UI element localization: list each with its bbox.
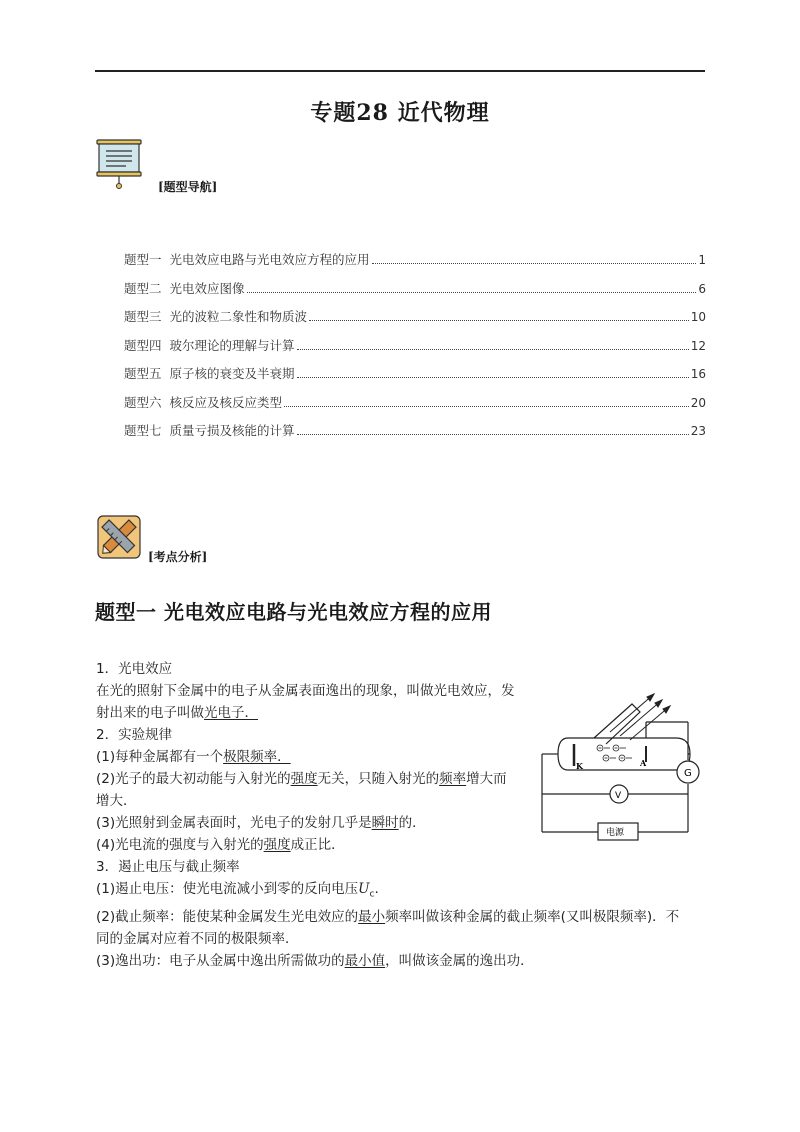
- content-body: 1．光电效应 在光的照射下金属中的电子从金属表面逸出的现象，叫做光电效应，发 射出来的电子叫做光电子． 2．实验规律 (1)每种金属都有一个极限频率． (2)光子的最大初动能与入射光的强度无关，只随入射光的频率增大而 增大． (3)光照射到金属表面时，光电子的发射几乎是瞬时的． (4)光电流的强度与入射光的强度成正比． 3．遏止电压与截止频率 (1)遏止电压：使光电流减小到零的反向电压$U_c$. (2)截止频率：能使某种金属发生光电效应的最小频率叫做该种金属的截止频率(又叫极限频率)．不 同的金属对应着不同的极限频率． (3)逸出功：电子从金属中逸出所需做功的最小值，叫做该金属的逸出功．: [96, 658, 706, 972]
- toc-row[interactable]: 题型五 原子核的衰变及半衰期 16: [124, 366, 706, 381]
- sub-heading: 3．遏止电压与截止频率: [96, 859, 240, 875]
- pencil-ruler-icon: [96, 514, 142, 560]
- sub-heading: 1．光电效应: [96, 661, 173, 677]
- cathode-label: K: [576, 761, 583, 771]
- toc-row[interactable]: 题型四 玻尔理论的理解与计算 12: [124, 337, 706, 353]
- galvanometer-label: G: [684, 768, 692, 779]
- toc-row[interactable]: 题型三 光的波粒二象性和物质波 10: [124, 309, 706, 324]
- sub-heading: 2．实验规律: [96, 727, 173, 743]
- toc-row[interactable]: 题型二 光电效应图像 6: [124, 280, 706, 296]
- toc-row[interactable]: 题型六 核反应及核反应类型 20: [124, 394, 706, 410]
- anode-label: A: [640, 758, 647, 768]
- section-heading: 题型一 光电效应电路与光电效应方程的应用: [95, 600, 492, 624]
- analysis-section-label: [考点分析]: [148, 550, 208, 564]
- top-rule: [95, 70, 705, 72]
- page-title: 专题28 近代物理: [310, 100, 490, 126]
- key-term: 光电子．: [204, 705, 258, 721]
- table-of-contents: [124, 250, 706, 450]
- photoelectric-circuit-diagram: [536, 682, 712, 842]
- power-label: 电源: [606, 828, 625, 838]
- voltmeter-label: V: [615, 791, 622, 801]
- nav-section-label: [题型导航]: [158, 180, 218, 194]
- projector-screen-icon: [94, 138, 144, 190]
- toc-row[interactable]: 题型七 质量亏损及核能的计算 23: [124, 423, 706, 438]
- toc-row[interactable]: 题型一 光电效应电路与光电效应方程的应用 1: [124, 252, 706, 267]
